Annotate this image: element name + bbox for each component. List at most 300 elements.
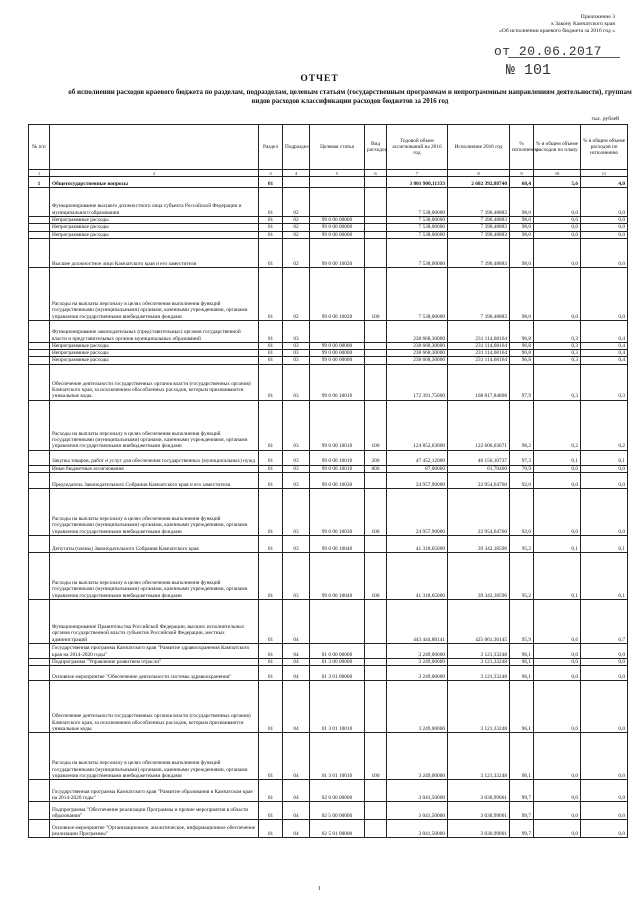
row-section: 01	[259, 188, 283, 217]
table-row	[29, 224, 628, 231]
table-row	[29, 342, 628, 349]
table-row	[29, 600, 628, 644]
row-execution: 7 390,48883	[448, 231, 510, 238]
row-plan: 3 249,00000	[387, 644, 448, 659]
row-subsection: 02	[283, 267, 310, 320]
row-plan: 172 391,75000	[387, 364, 448, 400]
row-share-plan: 0,0	[534, 681, 581, 733]
row-plan: 87,00000	[387, 465, 448, 472]
header-share-execution: % в общем объеме расходов по исполнению	[581, 125, 628, 170]
header-expense-type: Вид расходов	[365, 125, 387, 170]
row-share-execution: 0,7	[581, 600, 628, 644]
row-subsection: 03	[283, 342, 310, 349]
row-target-article: 99 0 00 10040	[310, 553, 365, 600]
row-execution-percent: 92,0	[510, 473, 534, 489]
row-section: 01	[259, 357, 283, 364]
row-share-execution: 4,0	[581, 177, 628, 188]
table-row	[29, 473, 628, 489]
row-execution-percent: 96,1	[510, 644, 534, 659]
row-share-plan: 0,0	[534, 238, 581, 267]
row-expense-type	[365, 224, 387, 231]
row-execution-percent: 92,0	[510, 489, 534, 536]
appendix-line-2: к Закону Камчатского края	[551, 21, 615, 27]
row-share-plan: 0,6	[534, 600, 581, 644]
row-name: Непрограммные расходы	[50, 350, 259, 357]
column-number: 4	[283, 170, 310, 177]
row-execution: 3 121,33248	[448, 644, 510, 659]
row-expense-type	[365, 659, 387, 666]
row-share-execution: 0,0	[581, 238, 628, 267]
row-execution-percent: 98,0	[510, 231, 534, 238]
row-subsection: 03	[283, 364, 310, 400]
row-share-plan: 0,0	[534, 733, 581, 780]
row-share-plan: 0,1	[534, 553, 581, 600]
stamp-date: от 20.06.2017	[494, 44, 602, 59]
row-name: Закупка товаров, работ и услуг для обеспечения государственных (муниципальных) нужд	[50, 450, 259, 465]
table-row	[29, 450, 628, 465]
row-execution-percent: 70,9	[510, 465, 534, 472]
row-share-execution: 0,0	[581, 489, 628, 536]
row-plan: 24 957,90000	[387, 489, 448, 536]
row-share-plan: 0,0	[534, 188, 581, 217]
row-subsection: 03	[283, 450, 310, 465]
row-expense-type	[365, 320, 387, 342]
row-execution-percent: 96,1	[510, 666, 534, 681]
row-execution: 231 114,68164	[448, 357, 510, 364]
row-expense-type: 100	[365, 553, 387, 600]
row-subsection: 04	[283, 666, 310, 681]
row-name: Функционирование высшего должностного лица субъекта Российской Федерации и муниципального образования	[50, 188, 259, 217]
row-number	[29, 780, 50, 802]
row-number	[29, 820, 50, 838]
table-row	[29, 320, 628, 342]
row-section: 01	[259, 489, 283, 536]
row-subsection: 03	[283, 357, 310, 364]
row-execution-percent: 98,0	[510, 267, 534, 320]
row-subsection: 02	[283, 224, 310, 231]
column-number: 3	[259, 170, 283, 177]
row-execution: 7 390,48883	[448, 267, 510, 320]
table-row	[29, 357, 628, 364]
row-section: 01	[259, 644, 283, 659]
row-expense-type	[365, 217, 387, 224]
row-share-plan: 5,6	[534, 177, 581, 188]
row-name: Подпрограмма "Управление развитием отрасли"	[50, 659, 259, 666]
row-subsection: 03	[283, 465, 310, 472]
row-name: Депутаты (члены) Законодательного Собрания Камчатского края	[50, 536, 259, 553]
row-section: 01	[259, 666, 283, 681]
column-number: 9	[510, 170, 534, 177]
row-execution: 2 602 392,88740	[448, 177, 510, 188]
row-share-execution: 0,0	[581, 267, 628, 320]
row-share-plan: 0,0	[534, 224, 581, 231]
table-row	[29, 820, 628, 838]
column-number: 10	[534, 170, 581, 177]
row-target-article: 99 0 00 10020	[310, 238, 365, 267]
column-number: 6	[365, 170, 387, 177]
row-plan: 238 668,30000	[387, 320, 448, 342]
table-row	[29, 681, 628, 733]
row-expense-type: 100	[365, 400, 387, 450]
row-section: 01	[259, 473, 283, 489]
row-subsection: 04	[283, 644, 310, 659]
row-execution-percent: 99,7	[510, 780, 534, 802]
units-label: тыс. рублей	[591, 116, 619, 122]
row-expense-type	[365, 188, 387, 217]
row-name: Обеспечение деятельности государственных органов власти (государственных органов) Камчатского края, за исключением обособленных расходов, которым присваиваются уникальные коды.	[50, 681, 259, 733]
row-execution: 39 342,18596	[448, 536, 510, 553]
row-execution: 425 061,30145	[448, 600, 510, 644]
column-number: 5	[310, 170, 365, 177]
row-plan: 7 538,00000	[387, 188, 448, 217]
column-number: 2	[50, 170, 259, 177]
row-plan: 3 249,00000	[387, 681, 448, 733]
row-target-article	[310, 320, 365, 342]
row-subsection: 04	[283, 600, 310, 644]
table-row	[29, 489, 628, 536]
header-number: № п/п	[29, 125, 50, 170]
row-share-plan: 0,0	[534, 780, 581, 802]
row-execution-percent: 98,0	[510, 188, 534, 217]
row-target-article: 01 3 01 10010	[310, 681, 365, 733]
row-plan: 41 318,65000	[387, 553, 448, 600]
row-share-plan: 0,0	[534, 267, 581, 320]
row-execution-percent: 96,8	[510, 350, 534, 357]
row-share-plan: 0,0	[534, 666, 581, 681]
row-number	[29, 536, 50, 553]
table-row	[29, 231, 628, 238]
table-row	[29, 177, 628, 188]
row-section: 01	[259, 177, 283, 188]
row-section: 01	[259, 224, 283, 231]
stamp-number: № 101	[506, 62, 552, 79]
row-share-plan: 0,0	[534, 820, 581, 838]
row-share-plan: 0,0	[534, 644, 581, 659]
row-number	[29, 342, 50, 349]
row-name: Обеспечение деятельности государственных органов власти (государственных органов) Камчатского края, за исключением обособленных расходов, которым присваиваются уникальные коды.	[50, 364, 259, 400]
row-number	[29, 802, 50, 820]
row-expense-type	[365, 357, 387, 364]
row-share-execution: 0,0	[581, 659, 628, 666]
appendix-line-1: Приложение 3	[580, 14, 615, 20]
column-number: 11	[581, 170, 628, 177]
row-share-execution: 0,0	[581, 231, 628, 238]
row-subsection: 04	[283, 733, 310, 780]
row-name: Непрограммные расходы	[50, 224, 259, 231]
row-target-article: 99 0 00 00000	[310, 217, 365, 224]
row-share-execution: 0,1	[581, 450, 628, 465]
row-plan: 3 041,50000	[387, 820, 448, 838]
table-row	[29, 553, 628, 600]
row-execution-percent: 96,8	[510, 342, 534, 349]
row-name: Высшее должностное лицо Камчатского края и его заместители	[50, 238, 259, 267]
table-row	[29, 802, 628, 820]
row-share-plan: 0,3	[534, 320, 581, 342]
row-section: 01	[259, 802, 283, 820]
row-expense-type	[365, 536, 387, 553]
row-name: Расходы на выплаты персоналу в целях обеспечения выполнения функций государственными (муниципальными) органами, казенными учреждениями, органами управления государственными внебюджетными фондами	[50, 553, 259, 600]
row-plan: 7 538,00000	[387, 267, 448, 320]
row-execution-percent: 97,9	[510, 364, 534, 400]
row-section: 01	[259, 600, 283, 644]
row-execution-percent: 96,1	[510, 681, 534, 733]
row-subsection: 03	[283, 553, 310, 600]
row-execution: 168 817,84808	[448, 364, 510, 400]
row-share-execution: 0,0	[581, 188, 628, 217]
row-expense-type: 100	[365, 489, 387, 536]
row-share-plan: 0,3	[534, 342, 581, 349]
row-execution: 7 390,48883	[448, 217, 510, 224]
header-name	[50, 125, 259, 170]
row-execution-percent: 95,9	[510, 600, 534, 644]
table-row	[29, 666, 628, 681]
row-plan: 3 801 900,11333	[387, 177, 448, 188]
row-section: 01	[259, 681, 283, 733]
row-plan: 238 668,30000	[387, 350, 448, 357]
row-name: Функционирование Правительства Российской Федерации, высших исполнительных органов государственной власти субъектов Российской Федерации, местных администраций	[50, 600, 259, 644]
row-plan: 238 668,30000	[387, 342, 448, 349]
row-section: 01	[259, 342, 283, 349]
appendix-note	[415, 14, 615, 35]
row-number	[29, 357, 50, 364]
row-name: Основное мероприятие "Обеспечение деятельности системы здравоохранения"	[50, 666, 259, 681]
column-number: 8	[448, 170, 510, 177]
header-row	[29, 125, 628, 170]
row-target-article: 99 0 00 10010	[310, 364, 365, 400]
row-share-execution: 0,0	[581, 644, 628, 659]
table-row	[29, 733, 628, 780]
document-subtitle: об исполнении расходов краевого бюджета по разделам, подразделам, целевым статьям (государственным программам и непрограммным направлениям деятельности), группам видов расходов классификации расходов бюджетов за 2016 год	[68, 88, 632, 105]
row-name: Расходы на выплаты персоналу в целях обеспечения выполнения функций государственными (муниципальными) органами, казенными учреждениями, органами управления государственными внебюджетными фондами	[50, 733, 259, 780]
row-target-article: 99 0 00 00000	[310, 342, 365, 349]
table-row	[29, 659, 628, 666]
row-name: Расходы на выплаты персоналу в целях обеспечения выполнения функций государственными (муниципальными) органами, казенными учреждениями, органами управления государственными внебюджетными фондами	[50, 400, 259, 450]
row-expense-type	[365, 802, 387, 820]
row-section: 01	[259, 536, 283, 553]
row-number	[29, 267, 50, 320]
row-share-execution: 0,2	[581, 400, 628, 450]
row-name: Иные бюджетные ассигнования	[50, 465, 259, 472]
row-share-execution: 0,0	[581, 681, 628, 733]
row-share-execution: 0,0	[581, 465, 628, 472]
row-number: 1	[29, 177, 50, 188]
row-share-execution: 0,0	[581, 666, 628, 681]
row-plan: 3 249,00000	[387, 666, 448, 681]
table-body	[29, 177, 628, 838]
row-section: 01	[259, 231, 283, 238]
row-subsection: 03	[283, 350, 310, 357]
row-target-article: 01 3 00 00000	[310, 659, 365, 666]
row-share-execution: 0,4	[581, 350, 628, 357]
row-target-article: 99 0 00 00000	[310, 224, 365, 231]
row-target-article: 02 5 00 00000	[310, 802, 365, 820]
row-share-plan: 0,0	[534, 217, 581, 224]
row-share-execution: 0,0	[581, 224, 628, 231]
row-execution: 7 390,48883	[448, 224, 510, 231]
row-name: Непрограммные расходы	[50, 231, 259, 238]
row-expense-type	[365, 231, 387, 238]
row-expense-type	[365, 238, 387, 267]
row-plan: 3 249,00000	[387, 659, 448, 666]
row-expense-type	[365, 177, 387, 188]
row-share-plan: 0,0	[534, 231, 581, 238]
row-subsection: 03	[283, 489, 310, 536]
row-expense-type	[365, 780, 387, 802]
row-plan: 41 318,65000	[387, 536, 448, 553]
row-share-plan: 0,0	[534, 802, 581, 820]
row-share-plan: 0,3	[534, 364, 581, 400]
row-number	[29, 188, 50, 217]
row-expense-type: 800	[365, 465, 387, 472]
row-target-article	[310, 600, 365, 644]
row-plan: 7 538,00000	[387, 238, 448, 267]
row-name: Государственная программа Камчатского края "Развитие здравоохранения Камчатского края на 2014-2020 годы"	[50, 644, 259, 659]
row-subsection: 03	[283, 473, 310, 489]
row-plan: 3 249,00000	[387, 733, 448, 780]
row-execution-percent: 68,4	[510, 177, 534, 188]
row-section: 01	[259, 217, 283, 224]
row-share-execution: 0,0	[581, 473, 628, 489]
row-section: 01	[259, 780, 283, 802]
row-section: 01	[259, 267, 283, 320]
row-share-execution: 0,1	[581, 536, 628, 553]
row-subsection: 02	[283, 231, 310, 238]
row-target-article: 99 0 00 00000	[310, 231, 365, 238]
row-target-article: 99 0 00 00000	[310, 357, 365, 364]
row-expense-type: 200	[365, 450, 387, 465]
row-section: 01	[259, 400, 283, 450]
row-section: 01	[259, 450, 283, 465]
row-number	[29, 553, 50, 600]
row-plan: 7 538,00000	[387, 231, 448, 238]
row-target-article: 99 0 00 10030	[310, 473, 365, 489]
row-target-article	[310, 177, 365, 188]
row-execution: 231 114,68164	[448, 350, 510, 357]
row-number	[29, 450, 50, 465]
row-expense-type	[365, 364, 387, 400]
row-share-plan: 0,0	[534, 473, 581, 489]
row-target-article: 99 0 00 10040	[310, 536, 365, 553]
table-row	[29, 350, 628, 357]
row-share-execution: 0,1	[581, 553, 628, 600]
document-title: ОТЧЕТ	[300, 74, 339, 84]
row-subsection: 03	[283, 400, 310, 450]
row-share-execution: 0,4	[581, 320, 628, 342]
row-name: Председатель Законодательного Собрания Камчатского края и его заместители	[50, 473, 259, 489]
table-row	[29, 465, 628, 472]
row-number	[29, 350, 50, 357]
row-number	[29, 666, 50, 681]
row-subsection: 03	[283, 320, 310, 342]
row-execution: 22 954,64760	[448, 473, 510, 489]
row-number	[29, 224, 50, 231]
row-name: Непрограммные расходы	[50, 342, 259, 349]
row-execution: 7 390,48883	[448, 238, 510, 267]
row-execution: 3 030,99001	[448, 820, 510, 838]
row-name: Расходы на выплаты персоналу в целях обеспечения выполнения функций государственными (муниципальными) органами, казенными учреждениями, органами управления государственными внебюджетными фондами	[50, 489, 259, 536]
row-subsection: 02	[283, 238, 310, 267]
table-row	[29, 644, 628, 659]
row-section: 01	[259, 320, 283, 342]
row-number	[29, 644, 50, 659]
page-number: 1	[318, 886, 321, 892]
row-execution: 3 121,33248	[448, 681, 510, 733]
row-number	[29, 231, 50, 238]
row-execution: 39 342,18596	[448, 553, 510, 600]
row-name: Расходы на выплаты персоналу в целях обеспечения выполнения функций государственными (муниципальными) органами, казенными учреждениями, органами управления государственными внебюджетными фондами	[50, 267, 259, 320]
row-target-article: 99 0 00 10010	[310, 450, 365, 465]
row-expense-type: 100	[365, 267, 387, 320]
row-share-plan: 0,0	[534, 465, 581, 472]
row-plan: 7 538,00000	[387, 217, 448, 224]
row-number	[29, 600, 50, 644]
row-share-plan: 0,3	[534, 350, 581, 357]
row-target-article: 01 3 01 10010	[310, 733, 365, 780]
row-target-article: 02 5 01 00000	[310, 820, 365, 838]
row-execution: 122 600,03671	[448, 400, 510, 450]
row-execution: 22 954,64760	[448, 489, 510, 536]
column-number: 1	[29, 170, 50, 177]
row-subsection: 04	[283, 780, 310, 802]
table-row	[29, 267, 628, 320]
row-name: Непрограммные расходы	[50, 217, 259, 224]
row-plan: 24 957,90000	[387, 473, 448, 489]
row-section: 01	[259, 553, 283, 600]
row-expense-type	[365, 666, 387, 681]
row-subsection: 03	[283, 536, 310, 553]
row-target-article: 02 0 00 00000	[310, 780, 365, 802]
row-plan: 3 041,50000	[387, 780, 448, 802]
row-execution-percent: 98,0	[510, 224, 534, 231]
row-execution: 3 121,33248	[448, 733, 510, 780]
row-number	[29, 733, 50, 780]
row-expense-type	[365, 350, 387, 357]
row-number	[29, 473, 50, 489]
header-execution: Исполнение 2016 год	[448, 125, 510, 170]
row-execution: 61,70400	[448, 465, 510, 472]
stamp-underline	[508, 57, 620, 58]
row-name: Непрограммные расходы	[50, 357, 259, 364]
row-number	[29, 364, 50, 400]
row-expense-type	[365, 644, 387, 659]
row-target-article: 99 0 00 10030	[310, 489, 365, 536]
header-annual-plan: Годовой объем ассигнований на 2016 год	[387, 125, 448, 170]
row-subsection: 04	[283, 802, 310, 820]
row-execution-percent: 96,8	[510, 357, 534, 364]
row-number	[29, 217, 50, 224]
header-subsection: Подраздел	[283, 125, 310, 170]
table-row	[29, 400, 628, 450]
row-expense-type	[365, 681, 387, 733]
row-execution: 7 390,48883	[448, 188, 510, 217]
table-row	[29, 238, 628, 267]
row-number	[29, 400, 50, 450]
row-execution: 231 114,68164	[448, 320, 510, 342]
row-share-plan: 0,0	[534, 659, 581, 666]
row-target-article	[310, 188, 365, 217]
row-section: 01	[259, 364, 283, 400]
row-target-article: 99 0 00 10010	[310, 465, 365, 472]
row-execution-percent: 98,0	[510, 217, 534, 224]
row-subsection: 02	[283, 188, 310, 217]
row-name: Основное мероприятие "Организационное, аналитическое, информационное обеспечение реализации Программы"	[50, 820, 259, 838]
row-execution: 46 156,10737	[448, 450, 510, 465]
row-target-article: 99 0 00 00000	[310, 350, 365, 357]
row-share-execution: 0,0	[581, 820, 628, 838]
column-number-row	[29, 170, 628, 177]
row-number	[29, 659, 50, 666]
row-target-article: 99 0 00 10020	[310, 267, 365, 320]
